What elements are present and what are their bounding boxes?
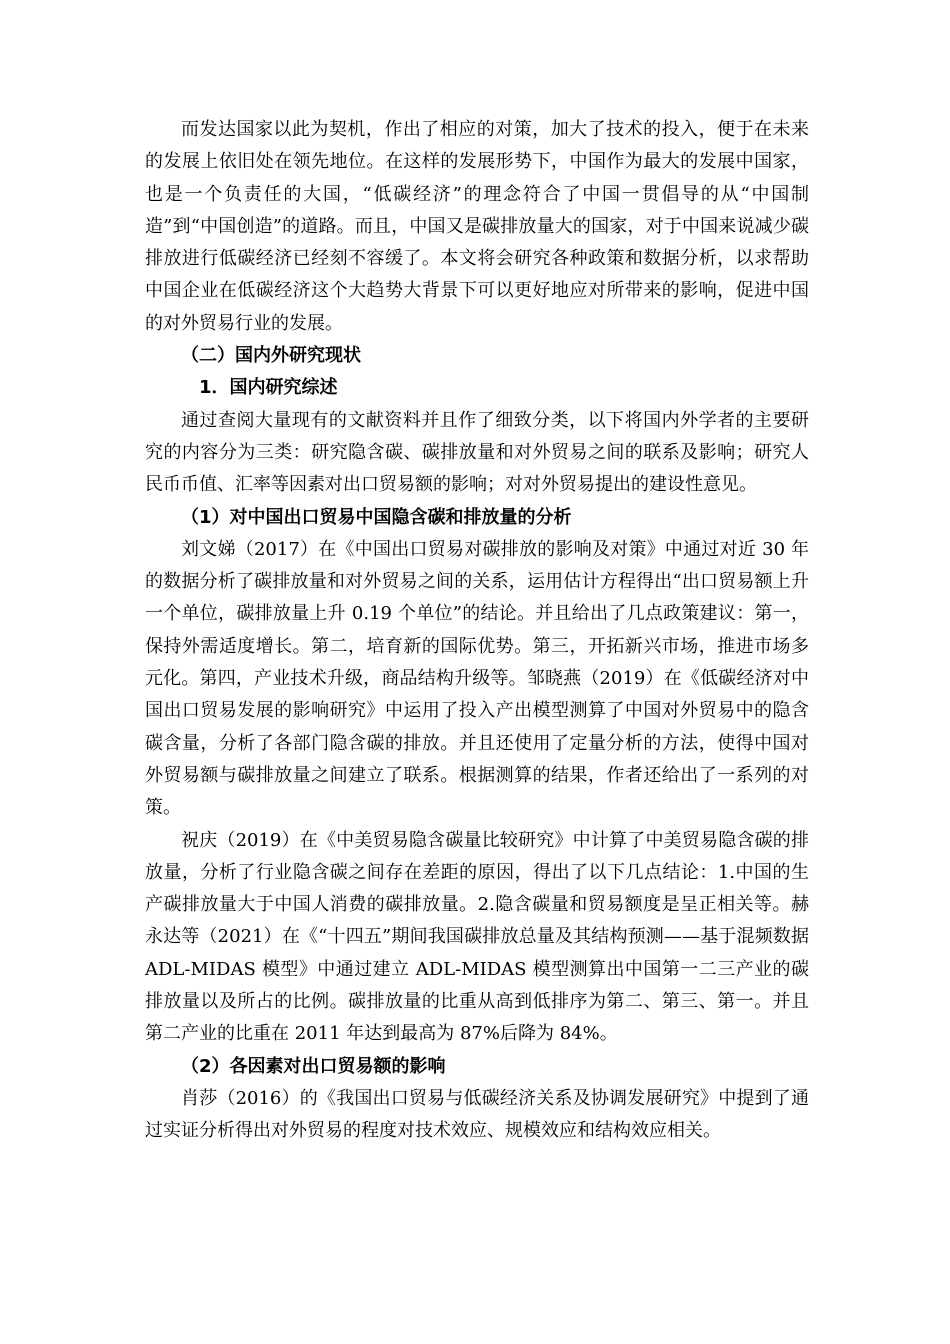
subsection-heading: 1．国内研究综述 xyxy=(199,377,338,399)
item-heading-1: （1）对中国出口贸易中国隐含碳和排放量的分析 xyxy=(181,506,572,528)
paragraph-liu-zou: 刘文娣（2017）在《中国出口贸易对碳排放的影响及对策》中通过对近 30 年的数据分析了碳排放量和对外贸易之间的关系，运用估计方程得出“出口贸易额上升一个单位，碳排放量上升 0.19 个单位”的结论。并且给出了几点政策建议：第一，保持外需适度增长。第二，培育新的国际优势。第三，开拓新兴市场，推进市场多元化。第四，产业技术升级，商品结构升级等。邹晓燕（2019）在《低碳经济对中国出口贸易发展的影响研究》中运用了投入产出模型测算了中国对外贸易中的隐含碳含量，分析了各部门隐含碳的排放。并且还使用了定量分析的方法，使得中国对外贸易额与碳排放量之间建立了联系。根据测算的结果，作者还给出了一系列的对策。 xyxy=(145,538,809,819)
paragraph-intro: 而发达国家以此为契机，作出了相应的对策，加大了技术的投入，便于在未来的发展上依旧处在领先地位。在这样的发展形势下，中国作为最大的发展中国家，也是一个负责任的大国，“低碳经济”的理念符合了中国一贯倡导的从“中国制造”到“中国创造”的道路。而且，中国又是碳排放量大的国家，对于中国来说减少碳排放进行低碳经济已经刻不容缓了。本文将会研究各种政策和数据分析，以求帮助中国企业在低碳经济这个大趋势大背景下可以更好地应对所带来的影响，促进中国的对外贸易行业的发展。 xyxy=(145,119,809,334)
paragraph-classification: 通过查阅大量现有的文献资料并且作了细致分类，以下将国内外学者的主要研究的内容分为三类：研究隐含碳、碳排放量和对外贸易之间的联系及影响；研究人民币币值、汇率等因素对出口贸易额的影响；对对外贸易提出的建设性意见。 xyxy=(145,409,809,496)
section-heading: （二）国内外研究现状 xyxy=(181,345,361,367)
document-body xyxy=(145,114,809,1148)
item-heading-2: （2）各因素对出口贸易额的影响 xyxy=(181,1055,446,1077)
paragraph-zhu-he: 祝庆（2019）在《中美贸易隐含碳量比较研究》中计算了中美贸易隐含碳的排放量，分析了行业隐含碳之间存在差距的原因，得出了以下几点结论：1.中国的生产碳排放量大于中国人消费的碳排放量。2.隐含碳量和贸易额度是呈正相关等。赫永达等（2021）在《“十四五”期间我国碳排放总量及其结构预测——基于混频数据 ADL-MIDAS 模型》中通过建立 ADL-MIDAS 模型测算出中国第一二三产业的碳排放量以及所占的比例。碳排放量的比重从高到低排序为第二、第三、第一。并且第二产业的比重在 2011 年达到最高为 87%后降为 84%。 xyxy=(145,829,809,1045)
paragraph-xiao: 肖莎（2016）的《我国出口贸易与低碳经济关系及协调发展研究》中提到了通过实证分析得出对外贸易的程度对技术效应、规模效应和结构效应相关。 xyxy=(145,1087,809,1142)
